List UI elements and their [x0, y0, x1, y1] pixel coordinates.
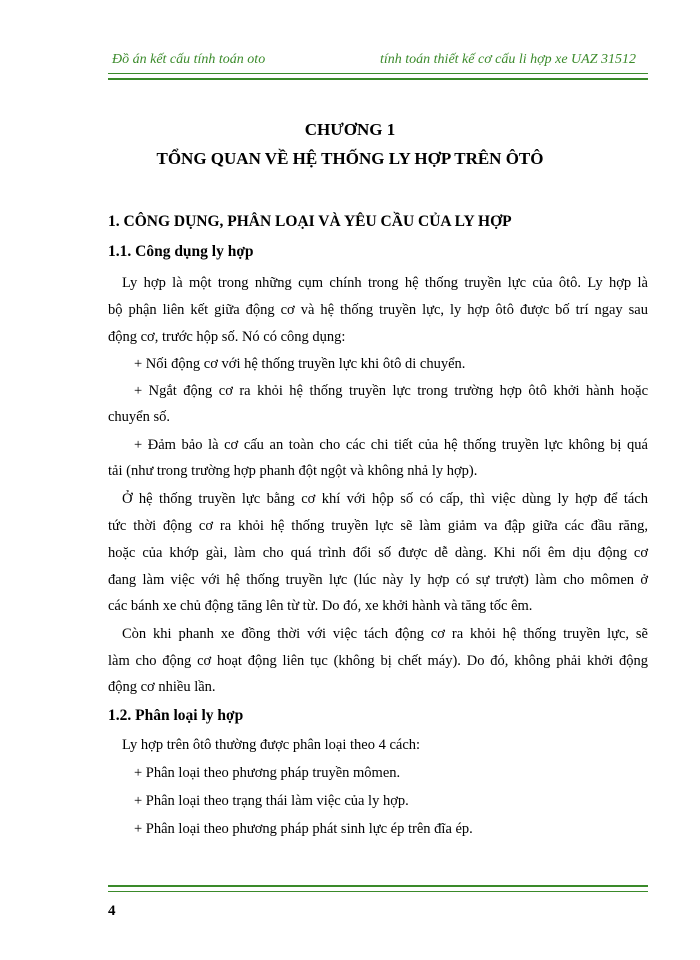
header-rule: [108, 73, 648, 80]
paragraph-line: bộ phận liên kết giữa động cơ và hệ thống truyền lực, ly hợp ôtô được bố trí ngay sau: [108, 302, 648, 318]
section-heading-1-1: 1.1. Công dụng ly hợp: [108, 243, 254, 260]
section-heading-1: 1. CÔNG DỤNG, PHÂN LOẠI VÀ YÊU CẦU CỦA LY HỢP: [108, 213, 512, 230]
page-header: [108, 50, 648, 72]
section-heading-1-2: 1.2. Phân loại ly hợp: [108, 707, 244, 724]
bullet-line: + Phân loại theo phương pháp truyền mômen.: [134, 765, 401, 781]
paragraph-line: làm cho động cơ hoạt động liên tục (không bị chết máy). Do đó, không phải khởi động: [108, 653, 648, 669]
bullet-line: + Phân loại theo trạng thái làm việc của ly hợp.: [134, 793, 409, 809]
header-right-text: tính toán thiết kế cơ cấu li hợp xe UAZ 31512: [380, 52, 637, 67]
paragraph-line: Còn khi phanh xe đồng thời với việc tách động cơ ra khỏi hệ thống truyền lực, sẽ: [122, 626, 648, 642]
page-number: 4: [108, 903, 116, 919]
chapter-number: CHƯƠNG 1: [304, 120, 396, 139]
header-left-text: Đồ án kết cấu tính toán oto: [112, 52, 266, 67]
bullet-line: + Ngắt động cơ ra khỏi hệ thống truyền lực trong trường hợp ôtô khởi hành hoặc: [134, 383, 648, 399]
bullet-line: + Đảm bảo là cơ cấu an toàn cho các chi tiết của hệ thống truyền lực không bị quá: [134, 437, 648, 453]
paragraph-line: Ở hệ thống truyền lực bằng cơ khí với hộp số có cấp, thì việc dùng ly hợp để tách: [122, 491, 648, 507]
paragraph-line: động cơ nhiều lần.: [108, 679, 216, 695]
paragraph-line: động cơ, trước hộp số. Nó có công dụng:: [108, 329, 346, 345]
paragraph-line: Ly hợp là một trong những cụm chính trong hệ thống truyền lực của ôtô. Ly hợp là: [122, 275, 648, 291]
paragraph-line: các bánh xe chủ động tăng lên từ từ. Do đó, xe khởi hành và tăng tốc êm.: [108, 598, 533, 614]
paragraph-line: Ly hợp trên ôtô thường được phân loại theo 4 cách:: [122, 737, 421, 753]
paragraph-line: hoặc của khớp gài, làm cho quá trình đổi số được dễ dàng. Khi nối êm dịu động cơ: [108, 545, 648, 561]
paragraph-line: tức thời động cơ ra khỏi hệ thống truyền lực sẽ làm giảm va đập giữa các đầu răng,: [108, 518, 648, 534]
bullet-line: chuyển số.: [108, 409, 171, 425]
chapter-title: TỔNG QUAN VỀ HỆ THỐNG LY HỢP TRÊN ÔTÔ: [156, 149, 544, 168]
bullet-line: tải (như trong trường hợp phanh đột ngột và không nhả ly hợp).: [108, 463, 478, 479]
paragraph-line: đang làm việc với hệ thống truyền lực (lúc này ly hợp có sự trượt) làm cho mômen ở: [108, 572, 648, 588]
footer-rule: [108, 885, 648, 892]
bullet-line: + Phân loại theo phương pháp phát sinh lực ép trên đĩa ép.: [134, 821, 473, 837]
bullet-line: + Nối động cơ với hệ thống truyền lực khi ôtô di chuyển.: [134, 356, 466, 372]
